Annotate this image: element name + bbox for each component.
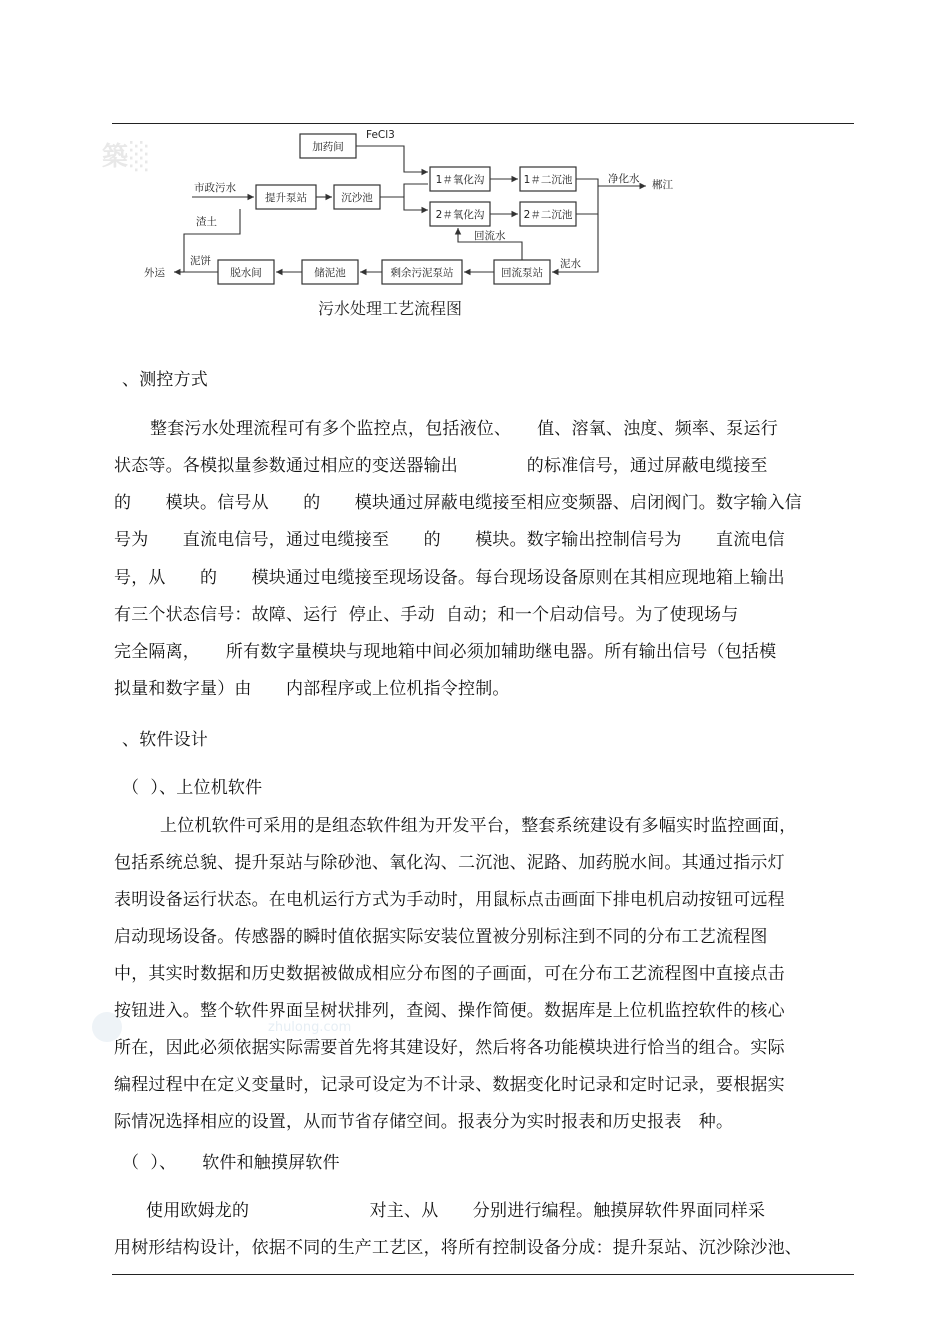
box-oxidation-ditch-1 <box>430 167 490 191</box>
label-fecl3: FeCl3 <box>366 129 395 141</box>
p2-line: 按钮进入。整个软件界面呈树状排列，查阅、操作简便。数据库是上位机监控软件的核心 <box>114 1001 785 1021</box>
svg-text:剩余污泥泵站: 剩余污泥泵站 <box>390 267 454 279</box>
svg-text:2＃二沉池: 2＃二沉池 <box>523 209 573 221</box>
heading-software: 、软件设计 <box>122 730 208 750</box>
heading-upper-software: （ ）、上位机软件 <box>122 778 263 798</box>
p1-line: 号，从 的 模块通过电缆接至现场设备。每台现场设备原则在其相应现地箱上输出 <box>114 568 785 588</box>
box-grit-chamber <box>334 185 380 209</box>
box-dosing <box>300 134 356 158</box>
p2-line: 包括系统总貌、提升泵站与除砂池、氧化沟、二沉池、泥路、加药脱水间。其通过指示灯 <box>114 853 785 873</box>
watermark-logo: 築░ <box>102 142 152 172</box>
p2-line: 所在，因此必须依据实际需要首先将其建设好，然后将各功能模块进行恰当的组合。实际 <box>114 1038 785 1058</box>
heading-touchscreen: （ ）、 软件和触摸屏软件 <box>122 1153 340 1173</box>
svg-text:储泥池: 储泥池 <box>314 267 346 279</box>
svg-text:加药间: 加药间 <box>312 141 344 153</box>
label-sludge-water: 泥水 <box>560 258 581 270</box>
label-clean-water: 净化水 <box>608 173 640 185</box>
box-excess-sludge-pump <box>382 260 462 284</box>
svg-text:提升泵站: 提升泵站 <box>265 192 307 204</box>
label-slag: 渣土 <box>196 216 217 228</box>
box-oxidation-ditch-2 <box>430 202 490 226</box>
process-flow-diagram <box>140 124 700 326</box>
p1-line: 整套污水处理流程可有多个监控点，包括液位、 值、溶氧、浊度、频率、泵运行 <box>150 419 778 439</box>
box-secondary-clarifier-1 <box>520 167 576 191</box>
box-secondary-clarifier-2 <box>520 202 576 226</box>
p3-line: 用树形结构设计，依据不同的生产工艺区，将所有控制设备分成：提升泵站、沉沙除沙池、 <box>114 1238 802 1258</box>
box-lift-pump <box>256 185 316 209</box>
label-river: 郴江 <box>652 179 673 191</box>
p2-line: 表明设备运行状态。在电机运行方式为手动时，用鼠标点击画面下排电机启动按钮可远程 <box>114 890 785 910</box>
watermark-text: zhulong.com <box>268 1020 352 1035</box>
svg-text:回流泵站: 回流泵站 <box>501 267 543 279</box>
svg-text:脱水间: 脱水间 <box>230 267 262 279</box>
label-return-water: 回流水 <box>474 230 506 242</box>
p1-line: 完全隔离， 所有数字量模块与现地箱中间必须加辅助继电器。所有输出信号（包括模 <box>114 642 777 662</box>
p2-line: 编程过程中在定义变量时，记录可设定为不计录、数据变化时记录和定时记录，要根据实 <box>114 1075 785 1095</box>
p2-line: 启动现场设备。传感器的瞬时值依据实际安装位置被分别标注到不同的分布工艺流程图 <box>114 927 768 947</box>
p1-line: 的 模块。信号从 的 模块通过屏蔽电缆接至相应变频器、启闭阀门。数字输入信 <box>114 493 802 513</box>
box-dewatering <box>218 260 274 284</box>
diagram-caption: 污水处理工艺流程图 <box>317 299 463 318</box>
svg-text:2＃氧化沟: 2＃氧化沟 <box>435 209 485 221</box>
svg-text:沉沙池: 沉沙池 <box>341 192 373 204</box>
p2-line: 上位机软件可采用的是组态软件组为开发平台，整套系统建设有多幅实时监控画面， <box>160 816 797 836</box>
box-sludge-tank <box>302 260 358 284</box>
label-sewage: 市政污水 <box>194 182 236 194</box>
p1-line: 有三个状态信号：故障、运行 停止、手动 自动；和一个启动信号。为了使现场与 <box>114 605 739 625</box>
label-outside: 外运 <box>144 267 165 279</box>
svg-text:1＃二沉池: 1＃二沉池 <box>523 174 573 186</box>
svg-text:1＃氧化沟: 1＃氧化沟 <box>435 174 485 186</box>
heading-monitoring: 、测控方式 <box>122 370 208 390</box>
p1-line: 号为 直流电信号，通过电缆接至 的 模块。数字输出控制信号为 直流电信 <box>114 530 785 550</box>
p3-line: 使用欧姆龙的 对主、从 分别进行编程。触摸屏软件界面同样采 <box>146 1201 766 1221</box>
p2-line: 中，其实时数据和历史数据被做成相应分布图的子画面，可在分布工艺流程图中直接点击 <box>114 964 785 984</box>
p2-line: 际情况选择相应的设置，从而节省存储空间。报表分为实时报表和历史报表 种。 <box>114 1112 734 1132</box>
label-cake: 泥饼 <box>190 255 211 267</box>
p1-line: 拟量和数字量）由 内部程序或上位机指令控制。 <box>114 679 510 699</box>
footer-rule <box>112 1274 854 1275</box>
box-return-pump <box>494 260 550 284</box>
p1-line: 状态等。各模拟量参数通过相应的变送器输出 的标准信号，通过屏蔽电缆接至 <box>114 456 768 476</box>
